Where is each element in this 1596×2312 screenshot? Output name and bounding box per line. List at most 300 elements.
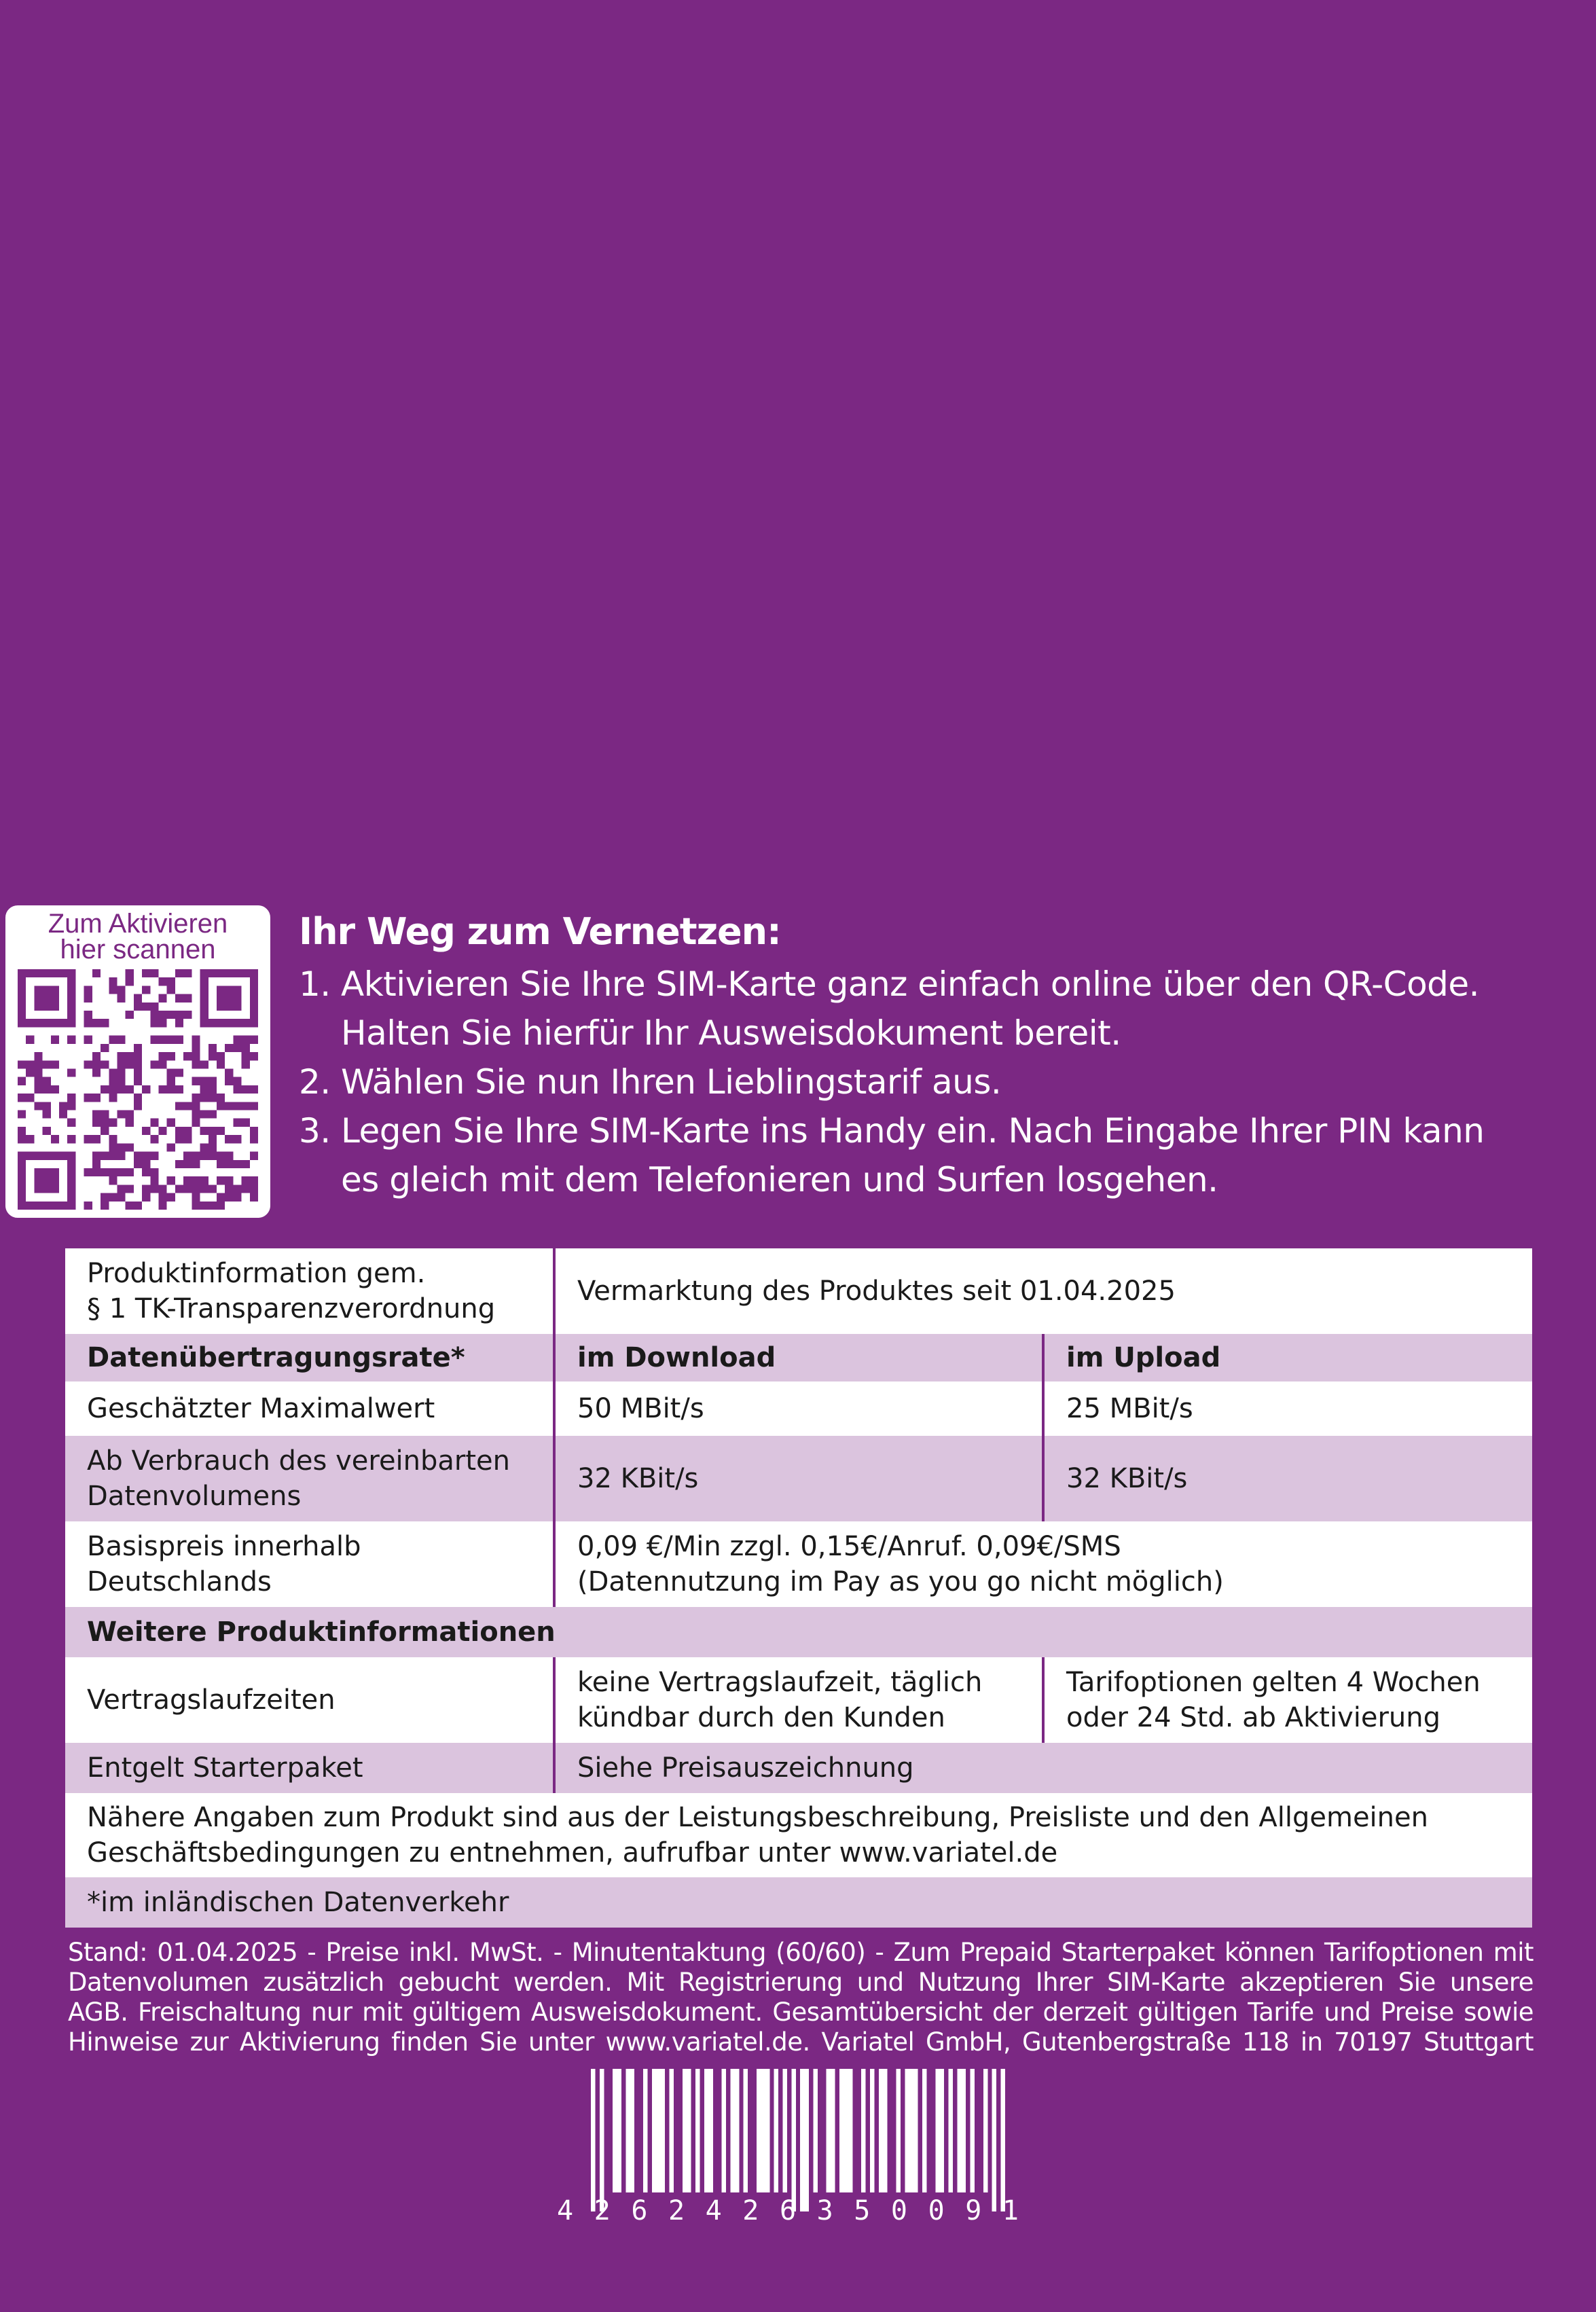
qr-module	[18, 969, 26, 977]
table-row	[65, 1381, 1532, 1436]
qr-module	[192, 1193, 200, 1202]
barcode-bar	[992, 2069, 996, 2211]
cell-line: Nähere Angaben zum Produkt sind aus der Leistungsbeschreibung, Preisliste und den Allgemeinen	[87, 1802, 1428, 1833]
step-number: 3.	[299, 1111, 331, 1151]
qr-module	[26, 969, 34, 977]
qr-module	[109, 1085, 117, 1094]
qr-module	[200, 1094, 208, 1102]
qr-module	[92, 1068, 101, 1077]
qr-module	[43, 986, 51, 994]
qr-module	[208, 1143, 217, 1151]
qr-module	[192, 1052, 200, 1060]
qr-module	[175, 1011, 183, 1019]
qr-module	[34, 1077, 42, 1085]
qr-module	[225, 1003, 233, 1011]
cell-line: 0,09 €/Min zzgl. 0,15€/Anruf. 0,09€/SMS	[577, 1531, 1121, 1562]
qr-module	[233, 1044, 241, 1052]
barcode-bar	[687, 2069, 691, 2192]
barcode-bar	[757, 2069, 761, 2192]
qr-module	[242, 1102, 250, 1110]
qr-module	[117, 1193, 125, 1202]
qr-module	[208, 1094, 217, 1102]
qr-module	[134, 1003, 142, 1011]
qr-module	[18, 1003, 26, 1011]
barcode-bar	[652, 2069, 656, 2192]
table-cell: im Download	[554, 1334, 1043, 1381]
table-cell	[65, 1793, 1532, 1877]
qr-module	[200, 1085, 208, 1094]
barcode-bar	[909, 2069, 913, 2192]
table-row	[65, 1248, 1532, 1334]
qr-module	[51, 1019, 59, 1027]
qr-module	[34, 994, 42, 1003]
barcode-bar	[940, 2069, 944, 2192]
qr-module	[175, 994, 183, 1003]
qr-module	[150, 1060, 158, 1068]
qr-module	[51, 969, 59, 977]
table-cell: Siehe Preisauszeichnung	[554, 1743, 1532, 1793]
qr-module	[159, 1185, 167, 1193]
step-text-line: Halten Sie hierfür Ihr Ausweisdokument bereit.	[341, 1013, 1121, 1053]
barcode-bar	[971, 2069, 975, 2192]
step-number: 1.	[299, 964, 331, 1004]
qr-module	[134, 1102, 142, 1110]
qr-module	[183, 1127, 192, 1135]
qr-module	[250, 1185, 258, 1193]
qr-module	[150, 1135, 158, 1143]
qr-module	[126, 969, 134, 977]
qr-module	[233, 1185, 241, 1193]
qr-module	[117, 1036, 125, 1044]
barcode-digit: 4	[705, 2195, 722, 2226]
qr-module	[43, 1019, 51, 1027]
qr-module	[175, 1127, 183, 1135]
barcode-bar	[744, 2069, 748, 2192]
qr-module	[200, 994, 208, 1003]
qr-module	[208, 1052, 217, 1060]
qr-module	[225, 1019, 233, 1027]
barcode-bar	[922, 2069, 926, 2192]
barcode-bar	[617, 2069, 621, 2192]
qr-module	[250, 986, 258, 994]
qr-module	[250, 1052, 258, 1060]
qr-module	[150, 1036, 158, 1044]
qr-module	[233, 1019, 241, 1027]
cell-line: Datenvolumens	[87, 1481, 302, 1512]
qr-module	[242, 1036, 250, 1044]
qr-module	[34, 1176, 42, 1185]
qr-module	[34, 1068, 42, 1077]
table-cell: Vermarktung des Produktes seit 01.04.2025	[554, 1248, 1532, 1334]
qr-module	[250, 1036, 258, 1044]
qr-module	[242, 1044, 250, 1052]
qr-module	[217, 1152, 225, 1160]
qr-code-icon[interactable]	[18, 969, 258, 1210]
qr-module	[109, 1152, 117, 1160]
table-cell: im Upload	[1043, 1334, 1532, 1381]
qr-module	[101, 1119, 109, 1127]
qr-module	[159, 1085, 167, 1094]
qr-module	[142, 1152, 150, 1160]
table-cell	[65, 1248, 554, 1334]
table-section-heading: Weitere Produktinformationen	[65, 1607, 1532, 1657]
qr-module	[159, 1011, 167, 1019]
qr-module	[34, 1185, 42, 1193]
qr-module	[134, 1060, 142, 1068]
qr-module	[134, 1202, 142, 1210]
steps-title: Ihr Weg zum Vernetzen:	[299, 910, 781, 953]
qr-module	[250, 1019, 258, 1027]
qr-module	[51, 1135, 59, 1143]
qr-module	[167, 1193, 175, 1202]
qr-module	[134, 1077, 142, 1085]
qr-module	[208, 1135, 217, 1143]
barcode-bar	[670, 2069, 674, 2192]
qr-module	[101, 1202, 109, 1210]
qr-module	[150, 1185, 158, 1193]
qr-caption-line1: Zum Aktivieren	[48, 909, 228, 939]
qr-module	[18, 1127, 26, 1135]
qr-module	[208, 1202, 217, 1210]
qr-module	[126, 1060, 134, 1068]
barcode-bar	[774, 2069, 778, 2192]
qr-module	[84, 1060, 92, 1068]
qr-module	[117, 1052, 125, 1060]
qr-module	[217, 1202, 225, 1210]
qr-module	[101, 1193, 109, 1202]
qr-module	[43, 1085, 51, 1094]
qr-module	[34, 1019, 42, 1027]
qr-module	[109, 986, 117, 994]
qr-module	[200, 1176, 208, 1185]
qr-module	[126, 1085, 134, 1094]
cell-line: oder 24 Std. ab Aktivierung	[1066, 1702, 1441, 1733]
qr-module	[117, 1143, 125, 1151]
qr-module	[67, 1185, 75, 1193]
qr-module	[59, 969, 67, 977]
qr-module	[233, 969, 241, 977]
qr-module	[225, 1135, 233, 1143]
qr-module	[67, 994, 75, 1003]
qr-module	[18, 1011, 26, 1019]
qr-module	[84, 1168, 92, 1176]
barcode-bar	[625, 2069, 630, 2192]
qr-module	[159, 994, 167, 1003]
barcode-bar	[870, 2069, 874, 2192]
qr-module	[159, 1036, 167, 1044]
qr-module	[192, 1094, 200, 1102]
qr-module	[208, 1019, 217, 1027]
qr-module	[92, 1160, 101, 1168]
qr-module	[18, 1077, 26, 1085]
qr-module	[167, 986, 175, 994]
qr-module	[67, 1160, 75, 1168]
cell-line: Produktinformation gem.	[87, 1258, 426, 1289]
qr-module	[84, 1202, 92, 1210]
qr-module	[192, 1036, 200, 1044]
barcode-bar	[730, 2069, 734, 2192]
qr-module	[233, 1160, 241, 1168]
qr-module	[142, 1127, 150, 1135]
qr-module	[43, 1127, 51, 1135]
qr-module	[175, 1036, 183, 1044]
qr-module	[134, 1094, 142, 1102]
qr-module	[183, 1135, 192, 1143]
step-text	[341, 960, 1479, 1058]
qr-module	[225, 1077, 233, 1085]
barcode-digit: 6	[631, 2195, 648, 2226]
cell-line: Geschäftsbedingungen zu entnehmen, aufrufbar unter www.variatel.de	[87, 1837, 1058, 1868]
qr-module	[92, 1135, 101, 1143]
barcode-bar	[600, 2069, 604, 2211]
qr-module	[225, 1193, 233, 1202]
qr-module	[109, 1068, 117, 1077]
qr-module	[175, 1102, 183, 1110]
qr-module	[59, 1019, 67, 1027]
qr-module	[250, 994, 258, 1003]
qr-module	[92, 1094, 101, 1102]
barcode-bar	[761, 2069, 765, 2192]
table-cell: 32 KBit/s	[554, 1436, 1043, 1521]
table-cell	[65, 1436, 554, 1521]
qr-module	[142, 1185, 150, 1193]
qr-module	[242, 1119, 250, 1127]
qr-module	[43, 969, 51, 977]
table-cell	[554, 1657, 1043, 1743]
qr-module	[225, 986, 233, 994]
qr-module	[109, 1094, 117, 1102]
step-text-line: Aktivieren Sie Ihre SIM-Karte ganz einfach online über den QR-Code.	[341, 964, 1480, 1004]
qr-module	[225, 1102, 233, 1110]
qr-module	[183, 1160, 192, 1168]
qr-module	[134, 1052, 142, 1060]
qr-module	[242, 1060, 250, 1068]
activation-steps	[299, 910, 1582, 1204]
qr-module	[134, 1160, 142, 1168]
qr-module	[200, 1019, 208, 1027]
table-row	[65, 1607, 1532, 1657]
qr-module	[150, 1168, 158, 1176]
qr-module	[183, 1176, 192, 1185]
qr-module	[175, 1160, 183, 1168]
barcode-bar	[935, 2069, 939, 2192]
qr-module	[208, 1085, 217, 1094]
qr-module	[117, 1110, 125, 1119]
qr-module	[192, 1044, 200, 1052]
qr-module	[117, 1168, 125, 1176]
qr-module	[101, 1152, 109, 1160]
qr-module	[217, 1003, 225, 1011]
qr-module	[43, 1168, 51, 1176]
qr-module	[43, 1077, 51, 1085]
qr-module	[34, 986, 42, 994]
qr-module	[101, 1019, 109, 1027]
qr-module	[117, 986, 125, 994]
qr-module	[84, 1019, 92, 1027]
qr-module	[126, 1119, 134, 1127]
qr-module	[167, 977, 175, 986]
qr-module	[43, 1202, 51, 1210]
qr-module	[84, 1094, 92, 1102]
qr-module	[242, 1176, 250, 1185]
qr-module	[117, 1060, 125, 1068]
product-info-table	[65, 1248, 1532, 1928]
qr-module	[126, 1143, 134, 1151]
qr-module	[67, 1003, 75, 1011]
qr-module	[67, 1119, 75, 1127]
qr-module	[18, 1094, 26, 1102]
barcode-bar	[791, 2069, 795, 2211]
qr-module	[159, 1052, 167, 1060]
qr-module	[200, 1077, 208, 1085]
qr-module	[183, 1185, 192, 1193]
qr-module	[67, 986, 75, 994]
qr-module	[250, 1135, 258, 1143]
qr-module	[18, 1060, 26, 1068]
qr-module	[225, 1185, 233, 1193]
qr-module	[51, 1060, 59, 1068]
barcode-digit: 6	[779, 2195, 797, 2226]
qr-module	[217, 1176, 225, 1185]
qr-module	[59, 1110, 67, 1119]
table-row	[65, 1521, 1532, 1607]
table-footnote: *im inländischen Datenverkehr	[65, 1877, 1532, 1928]
qr-module	[208, 1152, 217, 1160]
qr-module	[142, 1003, 150, 1011]
barcode-digit: 2	[742, 2195, 759, 2226]
qr-module	[84, 994, 92, 1003]
qr-module	[51, 1085, 59, 1094]
qr-module	[109, 1143, 117, 1151]
qr-module	[117, 1085, 125, 1094]
qr-module	[92, 1060, 101, 1068]
qr-module	[167, 1119, 175, 1127]
qr-module	[18, 1152, 26, 1160]
qr-module	[26, 1036, 34, 1044]
qr-module	[175, 969, 183, 977]
qr-module	[208, 1185, 217, 1193]
cell-line: keine Vertragslaufzeit, täglich	[577, 1667, 983, 1698]
qr-code-panel[interactable]	[5, 905, 270, 1218]
barcode-bar	[1001, 2069, 1005, 2211]
cell-line: kündbar durch den Kunden	[577, 1702, 945, 1733]
qr-module	[159, 1202, 167, 1210]
qr-module	[200, 1110, 208, 1119]
qr-module	[109, 1119, 117, 1127]
qr-module	[242, 1160, 250, 1168]
qr-module	[101, 1060, 109, 1068]
qr-module	[34, 1085, 42, 1094]
barcode-bar	[879, 2069, 883, 2192]
table-row	[65, 1793, 1532, 1877]
qr-module	[51, 1168, 59, 1176]
qr-module	[167, 1036, 175, 1044]
barcode-digit: 3	[816, 2195, 833, 2226]
barcode-bar	[661, 2069, 665, 2192]
qr-module	[217, 1127, 225, 1135]
qr-module	[167, 1077, 175, 1085]
barcode-bar	[844, 2069, 848, 2192]
qr-module	[192, 1176, 200, 1185]
barcode-bar	[630, 2069, 634, 2192]
qr-module	[233, 1036, 241, 1044]
qr-module	[233, 1119, 241, 1127]
qr-module	[225, 1160, 233, 1168]
table-cell	[554, 1521, 1532, 1607]
qr-module	[250, 1011, 258, 1019]
qr-code-graphic	[18, 969, 258, 1210]
qr-module	[26, 1094, 34, 1102]
qr-module	[109, 1077, 117, 1085]
qr-module	[225, 994, 233, 1003]
qr-module	[208, 1110, 217, 1119]
qr-module	[26, 1202, 34, 1210]
barcode-bar	[983, 2069, 987, 2192]
qr-module	[18, 977, 26, 986]
barcode-bar	[783, 2069, 787, 2192]
barcode-bar	[831, 2069, 835, 2192]
cell-line: Ab Verbrauch des vereinbarten	[87, 1445, 511, 1477]
qr-module	[34, 1102, 42, 1110]
barcode-bar	[839, 2069, 844, 2192]
qr-module	[250, 1102, 258, 1110]
qr-module	[159, 977, 167, 986]
qr-module	[134, 1044, 142, 1052]
step-text	[341, 1106, 1484, 1204]
qr-module	[183, 1102, 192, 1110]
barcode-bar	[827, 2069, 831, 2192]
qr-module	[18, 986, 26, 994]
qr-module	[59, 1102, 67, 1110]
cell-line: Tarifoptionen gelten 4 Wochen	[1066, 1667, 1481, 1698]
qr-module	[159, 1193, 167, 1202]
qr-module	[142, 1193, 150, 1202]
qr-module	[142, 969, 150, 977]
qr-module	[150, 1119, 158, 1127]
table-row	[65, 1334, 1532, 1381]
qr-module	[18, 1110, 26, 1119]
barcode-digit: 0	[890, 2195, 907, 2226]
barcode-bar	[848, 2069, 852, 2192]
table-cell: 25 MBit/s	[1043, 1381, 1532, 1436]
qr-module	[92, 1019, 101, 1027]
qr-module	[159, 1019, 167, 1027]
qr-module	[200, 1185, 208, 1193]
qr-module	[167, 1143, 175, 1151]
barcode-bar	[722, 2069, 726, 2192]
qr-module	[84, 1135, 92, 1143]
qr-module	[250, 969, 258, 977]
cell-line: (Datennutzung im Pay as you go nicht möglich)	[577, 1566, 1224, 1597]
qr-module	[34, 1003, 42, 1011]
qr-module	[67, 1036, 75, 1044]
step-text: Wählen Sie nun Ihren Lieblingstarif aus.	[341, 1062, 1002, 1102]
qr-module	[150, 1019, 158, 1027]
qr-module	[18, 1019, 26, 1027]
qr-module	[175, 1185, 183, 1193]
qr-module	[200, 1202, 208, 1210]
qr-module	[159, 1060, 167, 1068]
qr-module	[233, 986, 241, 994]
qr-module	[117, 1185, 125, 1193]
qr-module	[92, 1152, 101, 1160]
qr-module	[217, 969, 225, 977]
qr-module	[92, 1110, 101, 1119]
table-row	[65, 1657, 1532, 1743]
barcode-bar	[800, 2069, 804, 2211]
barcode-bar	[613, 2069, 617, 2192]
qr-module	[192, 1160, 200, 1168]
